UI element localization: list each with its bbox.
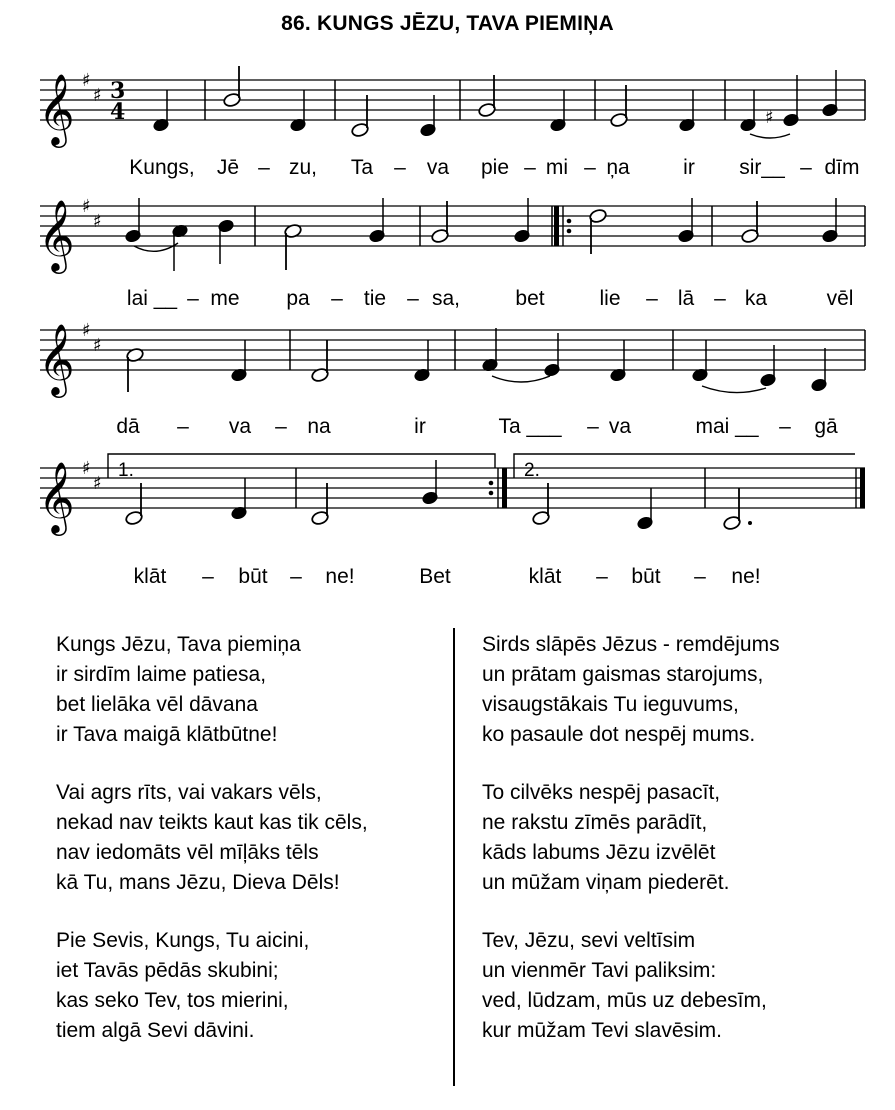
note <box>741 201 760 244</box>
note <box>678 198 695 243</box>
verses-left-column <box>56 630 368 1074</box>
svg-text:𝄞: 𝄞 <box>38 460 75 533</box>
lyric-syllable: lie <box>599 287 621 310</box>
lyric-syllable: Ta ___ <box>498 415 562 438</box>
svg-text:♯: ♯ <box>93 85 102 106</box>
note <box>290 90 307 132</box>
stanza <box>482 926 780 1046</box>
verse-line: kas seko Tev, tos mierini, <box>56 989 289 1012</box>
hymn-title: 86. KUNGS JĒZU, TAVA PIEMIŅA <box>281 12 614 35</box>
lyric-syllable: – <box>800 156 812 179</box>
verse-line: visaugstākais Tu ieguvums, <box>482 693 739 716</box>
lyric-syllable: dīm <box>824 156 860 179</box>
volta-label-2: 2. <box>524 460 540 481</box>
lyric-syllable: sa, <box>431 287 461 310</box>
svg-text:♯: ♯ <box>93 211 102 232</box>
lyric-syllable: – <box>646 287 658 310</box>
volta-label-1: 1. <box>118 460 134 481</box>
verse-line: kāds labums Jēzu izvēlēt <box>482 841 716 864</box>
treble-clef-icon <box>38 72 75 148</box>
staff-system-2 <box>30 176 870 286</box>
verse-line: Sirds slāpēs Jēzus - remdējums <box>482 633 780 656</box>
verse-line: Pie Sevis, Kungs, Tu aicini, <box>56 929 310 952</box>
lyric-syllable: va <box>426 156 450 179</box>
note <box>610 85 629 128</box>
svg-text:♯: ♯ <box>82 196 91 217</box>
note <box>589 208 608 254</box>
note <box>351 95 370 138</box>
lyric-syllable: būt <box>631 565 661 588</box>
slur <box>492 376 550 382</box>
slur <box>750 134 790 138</box>
lyric-syllable: – <box>202 565 214 588</box>
lyric-syllable: mi <box>545 156 569 179</box>
note <box>218 219 235 264</box>
lyric-syllable: – <box>524 156 536 179</box>
stanza <box>482 630 780 750</box>
lyric-syllable: Bet <box>419 565 451 588</box>
svg-text:♯: ♯ <box>82 320 91 341</box>
lyric-syllable: – <box>290 565 302 588</box>
note <box>231 340 248 382</box>
lyric-syllable: va <box>228 415 252 438</box>
svg-text:𝄞: 𝄞 <box>38 322 75 395</box>
lyric-syllable: – <box>714 287 726 310</box>
lyric-syllable: ka <box>744 287 768 310</box>
verse-line: nav iedomāts vēl mīļāks tēls <box>56 841 319 864</box>
note <box>431 201 450 244</box>
verse-line: Vai agrs rīts, vai vakars vēls, <box>56 781 322 804</box>
verse-line: un vienmēr Tavi paliksim: <box>482 959 717 982</box>
lyric-syllable: – <box>187 287 199 310</box>
lyric-syllable: pa <box>286 287 310 310</box>
lyric-syllable: lai __ <box>126 287 178 310</box>
lyric-syllable: ne! <box>731 565 761 588</box>
volta-bracket-2 <box>514 454 855 478</box>
svg-text:♯: ♯ <box>93 335 102 356</box>
svg-text:♯: ♯ <box>82 458 91 479</box>
sharp-accidental-icon: ♯ <box>765 107 774 128</box>
lyric-syllable: pie <box>480 156 510 179</box>
svg-text:𝄞: 𝄞 <box>38 198 75 271</box>
note <box>369 198 386 243</box>
lyric-syllable: sir__ <box>739 156 785 179</box>
verse-line: ir Tava maigā klātbūtne! <box>56 723 278 746</box>
verses-right-column <box>482 630 780 1074</box>
time-signature <box>110 78 125 125</box>
lyric-syllable: tie <box>363 287 387 310</box>
note <box>420 95 437 137</box>
lyric-syllable: ne! <box>325 565 355 588</box>
note <box>514 198 531 243</box>
stanza <box>482 778 780 898</box>
note <box>223 66 242 108</box>
note <box>311 340 330 383</box>
verse-line: ko pasaule dot nespēj mums. <box>482 723 756 746</box>
verse-line: un mūžam viņam piederēt. <box>482 871 730 894</box>
lyric-syllable: mai __ <box>695 415 759 438</box>
volta-bracket-1 <box>108 454 495 478</box>
note <box>740 90 757 132</box>
staff-system-4 <box>30 438 870 548</box>
lyric-syllable: na <box>307 415 331 438</box>
note <box>478 75 497 118</box>
svg-text:𝄞: 𝄞 <box>38 72 75 145</box>
note <box>760 345 777 387</box>
lyric-syllable: – <box>779 415 791 438</box>
lyric-syllable: ir <box>414 415 426 438</box>
lyric-syllable: ir <box>683 156 695 179</box>
slur <box>134 243 178 251</box>
verse-line: To cilvēks nespēj pasacīt, <box>482 781 721 804</box>
verse-line: bet lielāka vēl dāvana <box>56 693 258 716</box>
lyric-syllable: – <box>587 415 599 438</box>
note <box>231 478 248 520</box>
lyric-syllable: būt <box>238 565 268 588</box>
staff-system-1 <box>30 50 870 160</box>
lyric-syllable: – <box>331 287 343 310</box>
lyric-syllable: klāt <box>133 565 167 588</box>
verse-line: kur mūžam Tevi slavēsim. <box>482 1019 723 1042</box>
note <box>637 488 654 530</box>
treble-clef-icon <box>38 198 75 274</box>
verse-line: iet Tavās pēdās skubini; <box>56 959 279 982</box>
note <box>153 90 170 132</box>
verse-line: Tev, Jēzu, sevi veltīsim <box>482 929 696 952</box>
treble-clef-icon <box>38 460 75 536</box>
verse-line: ir sirdīm laime patiesa, <box>56 663 267 686</box>
note <box>422 460 439 505</box>
lyric-syllable: – <box>584 156 596 179</box>
stanza <box>56 926 368 1046</box>
verse-line: ne rakstu zīmēs parādīt, <box>482 811 708 834</box>
note <box>414 340 431 382</box>
note <box>610 340 627 382</box>
note <box>822 70 839 117</box>
verse-line: Kungs Jēzu, Tava piemiņa <box>56 633 301 656</box>
note <box>679 90 696 132</box>
note <box>311 483 330 526</box>
lyric-syllable: Jē <box>216 156 240 179</box>
verse-line: nekad nav teikts kaut kas tik cēls, <box>56 811 368 834</box>
note <box>723 488 752 531</box>
lyric-syllable: – <box>407 287 419 310</box>
treble-clef-icon <box>38 322 75 398</box>
verse-line: un prātam gaismas starojums, <box>482 663 764 686</box>
note <box>692 340 709 382</box>
column-divider <box>453 628 455 1086</box>
lyric-syllable: – <box>694 565 706 588</box>
lyric-syllable: – <box>394 156 406 179</box>
lyric-syllable: Ta <box>350 156 374 179</box>
verse-line: tiem algā Sevi dāvini. <box>56 1019 255 1042</box>
lyric-syllable: – <box>596 565 608 588</box>
svg-text:4: 4 <box>110 99 126 125</box>
note <box>172 224 189 271</box>
note <box>550 90 567 132</box>
note <box>125 198 142 243</box>
lyric-syllable: – <box>177 415 189 438</box>
lyric-syllable: lā <box>677 287 695 310</box>
lyric-syllable: ņa <box>606 156 630 179</box>
note <box>783 75 800 127</box>
lyric-syllable: – <box>275 415 287 438</box>
lyric-syllable: Kungs, <box>129 156 195 179</box>
slur <box>702 386 766 393</box>
lyric-syllable: me <box>210 287 240 310</box>
lyric-syllable: dā <box>116 415 140 438</box>
svg-text:♯: ♯ <box>82 70 91 91</box>
note <box>532 483 551 526</box>
lyric-syllable: bet <box>515 287 545 310</box>
lyrics-system-4 <box>0 565 895 591</box>
lyric-syllable: zu, <box>288 156 318 179</box>
svg-text:3: 3 <box>110 78 126 104</box>
note <box>125 483 144 526</box>
svg-text:♯: ♯ <box>93 473 102 494</box>
staff-system-3 <box>30 300 870 410</box>
lyric-syllable: – <box>258 156 270 179</box>
stanza <box>56 630 368 750</box>
verse-line: kā Tu, mans Jēzu, Dieva Dēls! <box>56 871 340 894</box>
lyric-syllable: klāt <box>528 565 562 588</box>
lyric-syllable: gā <box>814 415 838 438</box>
stanza <box>56 778 368 898</box>
note <box>822 198 839 243</box>
lyric-syllable: va <box>608 415 632 438</box>
verse-line: ved, lūdzam, mūs uz debesīm, <box>482 989 767 1012</box>
lyric-syllable: vēl <box>826 287 854 310</box>
